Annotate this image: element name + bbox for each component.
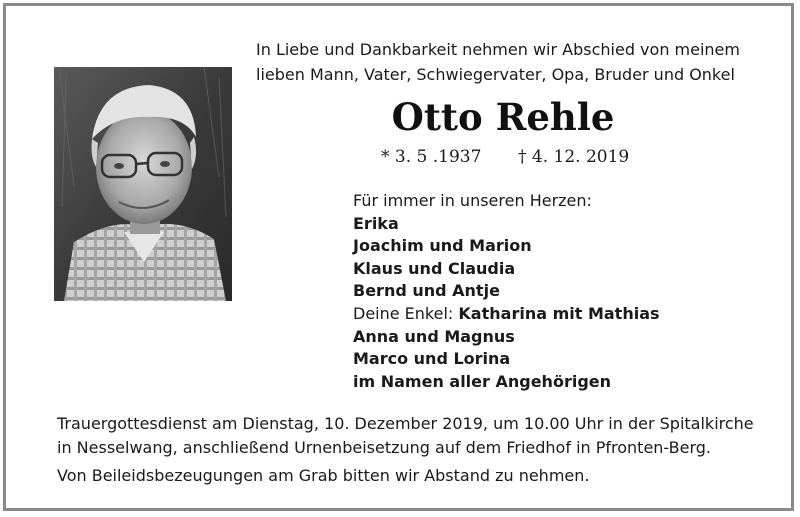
grandchild-name: Marco und Lorina xyxy=(353,349,511,369)
mourner-name: Joachim und Marion xyxy=(353,236,532,256)
mourners-closing: im Namen aller Angehörigen xyxy=(353,371,612,391)
deceased-name: Otto Rehle xyxy=(391,95,615,139)
death-date: † 4. 12. 2019 xyxy=(518,147,630,167)
grandchild-name: Katharina mit Mathias xyxy=(458,303,660,323)
grandchildren-label: Deine Enkel: xyxy=(353,303,454,323)
service-line-1: Trauergottesdienst am Dienstag, 10. Dezember 2019, um 10.00 Uhr in der Spitalkirche xyxy=(57,414,754,433)
mourner-name: Erika xyxy=(353,213,399,233)
grandchildren-line xyxy=(353,303,773,326)
birth-date: * 3. 5 .1937 xyxy=(381,147,482,167)
mourners-heading: Für immer in unseren Herzen: xyxy=(353,191,592,210)
mourner-name: Bernd und Antje xyxy=(353,281,500,301)
mourners-list xyxy=(353,190,773,393)
service-info xyxy=(57,412,787,460)
grandchild-name: Anna und Magnus xyxy=(353,326,515,346)
intro-text xyxy=(256,37,776,87)
intro-line-2: lieben Mann, Vater, Schwiegervater, Opa, Bruder und Onkel xyxy=(256,65,735,84)
service-line-2: in Nesselwang, anschließend Urnenbeisetzung auf dem Friedhof in Pfronten-Berg. xyxy=(57,438,711,457)
mourner-name: Klaus und Claudia xyxy=(353,258,516,278)
portrait-photo xyxy=(54,67,232,301)
intro-line-1: In Liebe und Dankbarkeit nehmen wir Abschied von meinem xyxy=(256,40,740,59)
condolence-note: Von Beileidsbezeugungen am Grab bitten wir Abstand zu nehmen. xyxy=(57,466,590,485)
